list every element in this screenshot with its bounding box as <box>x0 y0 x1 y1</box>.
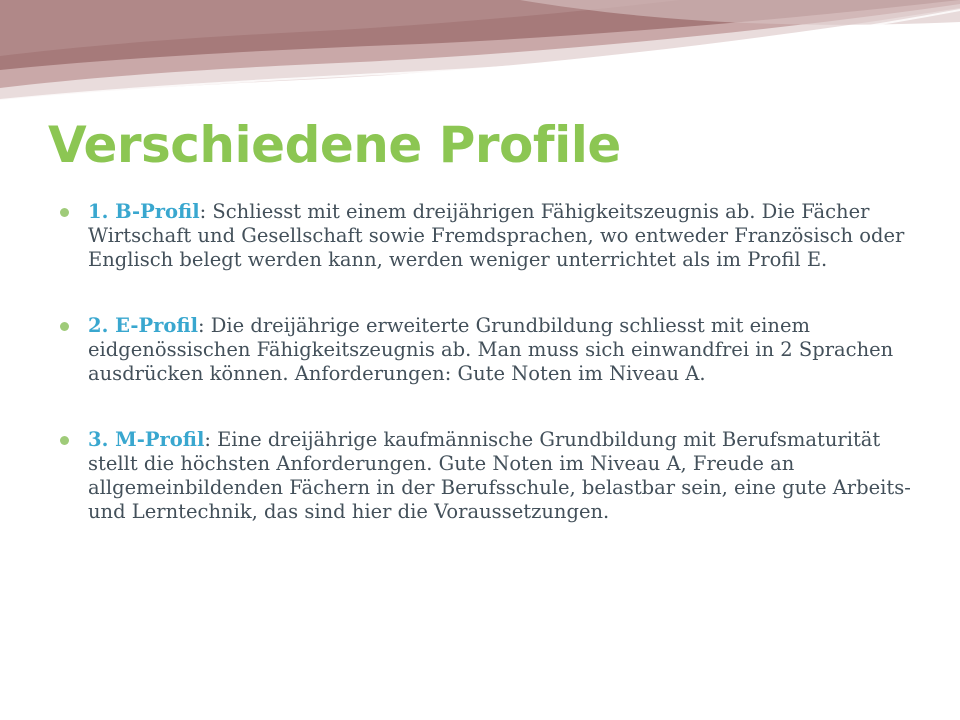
list-item-lead: 1. B-Profil <box>88 200 200 223</box>
list-item-text: : Eine dreijährige kaufmännische Grundbildung mit Berufsmaturität stellt die höchsten Anforderungen. Gute Noten im Niveau A, Freude an allgemeinbildenden Fächern in der Berufsschule, belastbar sein, eine gute Arbeits- und Lerntechnik, das sind hier die Voraussetzungen. <box>88 428 911 523</box>
bullet-list <box>58 200 918 566</box>
list-item-lead: 2. E-Profil <box>88 314 198 337</box>
header-wave-decoration <box>0 0 960 110</box>
bullet-dot-icon <box>60 436 69 445</box>
bullet-dot-icon <box>60 208 69 217</box>
list-item <box>58 200 918 272</box>
slide-title: Verschiedene Profile <box>48 116 621 174</box>
list-item <box>58 314 918 386</box>
list-item <box>58 428 918 524</box>
list-item-text: : Die dreijährige erweiterte Grundbildung schliesst mit einem eidgenössischen Fähigkeitszeugnis ab. Man muss sich einwandfrei in 2 Sprachen ausdrücken können. Anforderungen: Gute Noten im Niveau A. <box>88 314 894 385</box>
list-item-lead: 3. M-Profil <box>88 428 205 451</box>
list-item-text: : Schliesst mit einem dreijährigen Fähigkeitszeugnis ab. Die Fächer Wirtschaft und Gesellschaft sowie Fremdsprachen, wo entweder Französisch oder Englisch belegt werden kann, werden weniger unterrichtet als im Profil E. <box>88 200 905 271</box>
bullet-dot-icon <box>60 322 69 331</box>
